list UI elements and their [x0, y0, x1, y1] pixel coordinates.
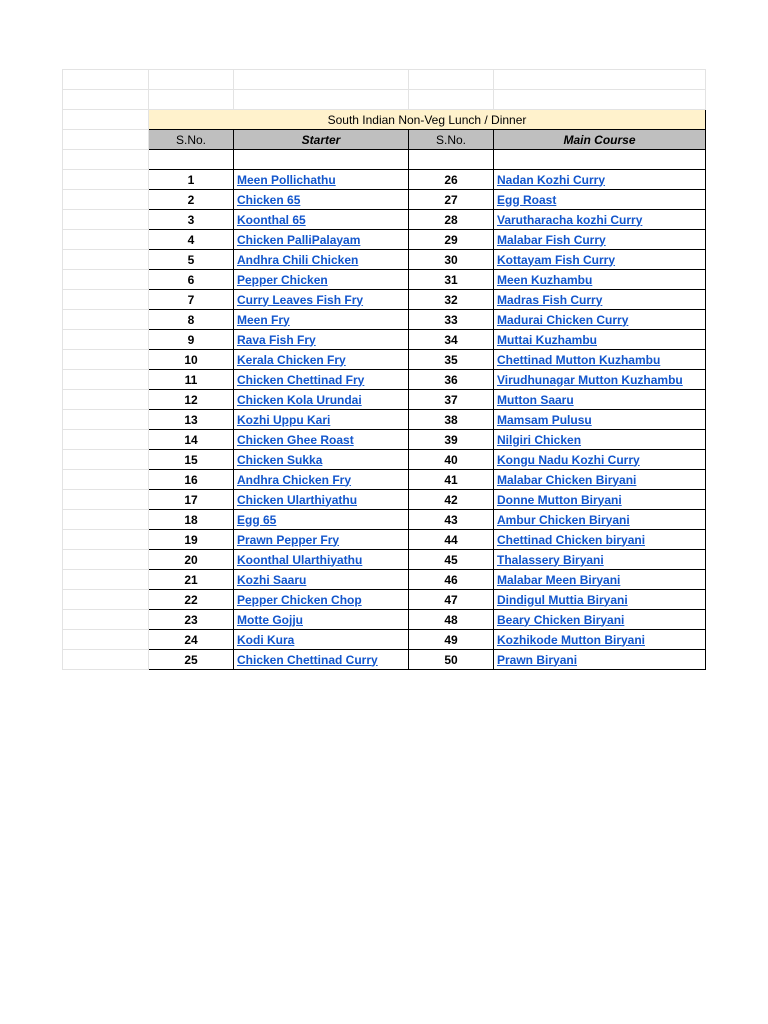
table-row — [63, 470, 706, 490]
starter-cell — [234, 630, 409, 650]
starter-number[interactable]: 11 — [149, 370, 234, 390]
starter-link[interactable]: Chicken Kola Urundai — [237, 392, 362, 407]
main-course-number[interactable]: 43 — [409, 510, 494, 530]
cell[interactable] — [63, 150, 149, 170]
main-course-link[interactable]: Kozhikode Mutton Biryani — [497, 632, 645, 647]
main-course-number[interactable]: 38 — [409, 410, 494, 430]
starter-number[interactable]: 15 — [149, 450, 234, 470]
main-course-cell — [494, 430, 706, 450]
starter-number[interactable]: 21 — [149, 570, 234, 590]
cell[interactable] — [234, 90, 409, 110]
main-course-cell — [494, 290, 706, 310]
main-course-cell — [494, 210, 706, 230]
main-course-number[interactable]: 30 — [409, 250, 494, 270]
starter-cell — [234, 370, 409, 390]
cell[interactable] — [149, 90, 234, 110]
starter-cell — [234, 290, 409, 310]
cell[interactable] — [494, 150, 706, 170]
starter-cell — [234, 390, 409, 410]
starter-cell — [234, 410, 409, 430]
cell[interactable] — [63, 450, 149, 470]
table-row — [63, 590, 706, 610]
starter-number[interactable]: 2 — [149, 190, 234, 210]
main-course-cell — [494, 410, 706, 430]
starter-cell — [234, 610, 409, 630]
main-course-cell — [494, 630, 706, 650]
main-course-link[interactable]: Chettinad Chicken biryani — [497, 532, 646, 547]
starter-cell — [234, 190, 409, 210]
main-course-link[interactable]: Donne Mutton Biryani — [497, 492, 622, 507]
main-course-number[interactable]: 50 — [409, 650, 494, 670]
starter-link[interactable]: Chicken Chettinad Curry — [237, 652, 378, 667]
starter-link[interactable]: Kozhi Uppu Kari — [237, 412, 331, 427]
table-row — [63, 410, 706, 430]
starter-link[interactable]: Chicken Sukka — [237, 452, 323, 467]
starter-cell — [234, 450, 409, 470]
starter-link[interactable]: Koonthal Ularthiyathu — [237, 552, 363, 567]
starter-link[interactable]: Meen Fry — [237, 312, 290, 327]
cell[interactable] — [63, 370, 149, 390]
main-course-number[interactable]: 27 — [409, 190, 494, 210]
cell[interactable] — [63, 390, 149, 410]
cell[interactable] — [149, 150, 234, 170]
starter-link[interactable]: Kerala Chicken Fry — [237, 352, 346, 367]
starter-cell — [234, 550, 409, 570]
main-course-cell — [494, 570, 706, 590]
main-course-cell — [494, 490, 706, 510]
main-course-link[interactable]: Mamsam Pulusu — [497, 412, 592, 427]
starter-link[interactable]: Pepper Chicken — [237, 272, 328, 287]
starter-cell — [234, 650, 409, 670]
starter-link[interactable]: Prawn Pepper Fry — [237, 532, 340, 547]
cell[interactable] — [63, 270, 149, 290]
cell[interactable] — [63, 110, 149, 130]
cell[interactable] — [63, 630, 149, 650]
cell[interactable] — [63, 330, 149, 350]
cell[interactable] — [63, 490, 149, 510]
main-course-number[interactable]: 45 — [409, 550, 494, 570]
starter-link[interactable]: Chicken 65 — [237, 192, 301, 207]
starter-number[interactable]: 5 — [149, 250, 234, 270]
table-row — [63, 390, 706, 410]
main-course-cell — [494, 610, 706, 630]
starter-number[interactable]: 24 — [149, 630, 234, 650]
starter-number[interactable]: 18 — [149, 510, 234, 530]
main-course-link[interactable]: Varutharacha kozhi Curry — [497, 212, 643, 227]
starter-number[interactable]: 7 — [149, 290, 234, 310]
table-row — [63, 550, 706, 570]
main-course-link[interactable]: Madurai Chicken Curry — [497, 312, 629, 327]
main-course-number[interactable]: 49 — [409, 630, 494, 650]
cell[interactable] — [63, 650, 149, 670]
spacer-row — [63, 150, 706, 170]
main-course-number[interactable]: 47 — [409, 590, 494, 610]
main-course-link[interactable]: Muttai Kuzhambu — [497, 332, 597, 347]
cell[interactable] — [63, 290, 149, 310]
main-course-link[interactable]: Kongu Nadu Kozhi Curry — [497, 452, 640, 467]
cell[interactable] — [63, 250, 149, 270]
main-course-number[interactable]: 42 — [409, 490, 494, 510]
main-course-link[interactable]: Beary Chicken Biryani — [497, 612, 625, 627]
blank-row — [63, 70, 706, 90]
starter-link[interactable]: Curry Leaves Fish Fry — [237, 292, 364, 307]
starter-link[interactable]: Andhra Chili Chicken — [237, 252, 359, 267]
table-row — [63, 290, 706, 310]
starter-number[interactable]: 25 — [149, 650, 234, 670]
starter-number[interactable]: 17 — [149, 490, 234, 510]
cell[interactable] — [63, 130, 149, 150]
table-row — [63, 270, 706, 290]
main-course-link[interactable]: Madras Fish Curry — [497, 292, 603, 307]
table-row — [63, 490, 706, 510]
starter-number[interactable]: 9 — [149, 330, 234, 350]
main-course-number[interactable]: 34 — [409, 330, 494, 350]
main-course-number[interactable]: 48 — [409, 610, 494, 630]
main-course-link[interactable]: Nadan Kozhi Curry — [497, 172, 606, 187]
starter-cell — [234, 510, 409, 530]
main-course-cell — [494, 230, 706, 250]
cell[interactable] — [63, 550, 149, 570]
main-course-link[interactable]: Malabar Fish Curry — [497, 232, 606, 247]
starter-cell — [234, 310, 409, 330]
starter-number[interactable]: 10 — [149, 350, 234, 370]
main-course-number[interactable]: 31 — [409, 270, 494, 290]
main-course-number[interactable]: 33 — [409, 310, 494, 330]
starter-number[interactable]: 4 — [149, 230, 234, 250]
main-course-cell — [494, 190, 706, 210]
main-course-link[interactable]: Egg Roast — [497, 192, 557, 207]
main-course-cell — [494, 370, 706, 390]
table-row — [63, 370, 706, 390]
main-course-number[interactable]: 36 — [409, 370, 494, 390]
header-sno-right[interactable]: S.No. — [409, 130, 494, 150]
main-course-cell — [494, 330, 706, 350]
main-course-cell — [494, 470, 706, 490]
main-course-number[interactable]: 37 — [409, 390, 494, 410]
cell[interactable] — [63, 90, 149, 110]
cell[interactable] — [63, 230, 149, 250]
main-course-number[interactable]: 35 — [409, 350, 494, 370]
blank-row — [63, 90, 706, 110]
main-course-cell — [494, 170, 706, 190]
menu-title[interactable]: South Indian Non-Veg Lunch / Dinner — [149, 110, 706, 130]
cell[interactable] — [409, 90, 494, 110]
table-row — [63, 450, 706, 470]
table-row — [63, 510, 706, 530]
starter-cell — [234, 330, 409, 350]
starter-link[interactable]: Egg 65 — [237, 512, 277, 527]
table-row — [63, 350, 706, 370]
starter-cell — [234, 210, 409, 230]
starter-number[interactable]: 3 — [149, 210, 234, 230]
starter-number[interactable]: 1 — [149, 170, 234, 190]
main-course-link[interactable]: Dindigul Muttia Biryani — [497, 592, 628, 607]
main-course-cell — [494, 550, 706, 570]
main-course-number[interactable]: 40 — [409, 450, 494, 470]
starter-number[interactable]: 12 — [149, 390, 234, 410]
cell[interactable] — [63, 70, 149, 90]
menu-sheet — [62, 69, 706, 670]
starter-cell — [234, 470, 409, 490]
starter-link[interactable]: Chicken Ularthiyathu — [237, 492, 358, 507]
table-row — [63, 310, 706, 330]
starter-link[interactable]: Motte Gojju — [237, 612, 303, 627]
main-course-number[interactable]: 39 — [409, 430, 494, 450]
cell[interactable] — [63, 410, 149, 430]
table-row — [63, 610, 706, 630]
starter-number[interactable]: 8 — [149, 310, 234, 330]
header-main-course[interactable]: Main Course — [494, 130, 706, 150]
main-course-number[interactable]: 26 — [409, 170, 494, 190]
table-row — [63, 570, 706, 590]
main-course-link[interactable]: Meen Kuzhambu — [497, 272, 593, 287]
cell[interactable] — [409, 70, 494, 90]
cell[interactable] — [63, 570, 149, 590]
cell[interactable] — [494, 70, 706, 90]
header-starter[interactable]: Starter — [234, 130, 409, 150]
starter-link[interactable]: Chicken PalliPalayam — [237, 232, 361, 247]
table-row — [63, 630, 706, 650]
main-course-link[interactable]: Mutton Saaru — [497, 392, 574, 407]
starter-number[interactable]: 19 — [149, 530, 234, 550]
cell[interactable] — [63, 590, 149, 610]
main-course-cell — [494, 350, 706, 370]
main-course-number[interactable]: 44 — [409, 530, 494, 550]
table-row — [63, 250, 706, 270]
starter-link[interactable]: Kozhi Saaru — [237, 572, 307, 587]
cell[interactable] — [234, 150, 409, 170]
table-row — [63, 330, 706, 350]
main-course-link[interactable]: Kottayam Fish Curry — [497, 252, 616, 267]
cell[interactable] — [63, 350, 149, 370]
cell[interactable] — [409, 150, 494, 170]
main-course-number[interactable]: 41 — [409, 470, 494, 490]
starter-link[interactable]: Koonthal 65 — [237, 212, 306, 227]
cell[interactable] — [494, 90, 706, 110]
main-course-cell — [494, 650, 706, 670]
starter-link[interactable]: Chicken Ghee Roast — [237, 432, 354, 447]
main-course-cell — [494, 250, 706, 270]
starter-cell — [234, 590, 409, 610]
cell[interactable] — [63, 470, 149, 490]
main-course-link[interactable]: Chettinad Mutton Kuzhambu — [497, 352, 661, 367]
main-course-link[interactable]: Thalassery Biryani — [497, 552, 604, 567]
table-row — [63, 650, 706, 670]
table-row — [63, 530, 706, 550]
main-course-link[interactable]: Ambur Chicken Biryani — [497, 512, 630, 527]
starter-cell — [234, 170, 409, 190]
main-course-link[interactable]: Malabar Chicken Biryani — [497, 472, 637, 487]
table-row — [63, 230, 706, 250]
main-course-cell — [494, 510, 706, 530]
starter-cell — [234, 270, 409, 290]
starter-cell — [234, 350, 409, 370]
main-course-link[interactable]: Prawn Biryani — [497, 652, 578, 667]
starter-cell — [234, 570, 409, 590]
starter-number[interactable]: 23 — [149, 610, 234, 630]
header-row — [63, 130, 706, 150]
main-course-number[interactable]: 28 — [409, 210, 494, 230]
title-row — [63, 110, 706, 130]
table-row — [63, 210, 706, 230]
starter-link[interactable]: Chicken Chettinad Fry — [237, 372, 365, 387]
cell[interactable] — [63, 430, 149, 450]
main-course-link[interactable]: Nilgiri Chicken — [497, 432, 582, 447]
header-sno-left[interactable]: S.No. — [149, 130, 234, 150]
starter-number[interactable]: 20 — [149, 550, 234, 570]
starter-link[interactable]: Pepper Chicken Chop — [237, 592, 362, 607]
starter-number[interactable]: 22 — [149, 590, 234, 610]
starter-cell — [234, 250, 409, 270]
starter-link[interactable]: Rava Fish Fry — [237, 332, 316, 347]
main-course-cell — [494, 270, 706, 290]
cell[interactable] — [63, 610, 149, 630]
main-course-number[interactable]: 29 — [409, 230, 494, 250]
table-row — [63, 170, 706, 190]
cell[interactable] — [63, 210, 149, 230]
starter-link[interactable]: Andhra Chicken Fry — [237, 472, 352, 487]
table-row — [63, 190, 706, 210]
starter-number[interactable]: 13 — [149, 410, 234, 430]
starter-number[interactable]: 6 — [149, 270, 234, 290]
cell[interactable] — [63, 310, 149, 330]
main-course-number[interactable]: 32 — [409, 290, 494, 310]
starter-link[interactable]: Kodi Kura — [237, 632, 295, 647]
cell[interactable] — [63, 170, 149, 190]
cell[interactable] — [63, 190, 149, 210]
cell[interactable] — [234, 70, 409, 90]
main-course-cell — [494, 590, 706, 610]
main-course-cell — [494, 450, 706, 470]
sheet-body — [63, 70, 706, 670]
starter-cell — [234, 430, 409, 450]
main-course-cell — [494, 530, 706, 550]
main-course-cell — [494, 310, 706, 330]
main-course-link[interactable]: Malabar Meen Biryani — [497, 572, 621, 587]
starter-cell — [234, 530, 409, 550]
main-course-link[interactable]: Virudhunagar Mutton Kuzhambu — [497, 372, 683, 387]
table-row — [63, 430, 706, 450]
starter-cell — [234, 490, 409, 510]
main-course-number[interactable]: 46 — [409, 570, 494, 590]
cell[interactable] — [63, 510, 149, 530]
cell[interactable] — [149, 70, 234, 90]
starter-number[interactable]: 16 — [149, 470, 234, 490]
starter-cell — [234, 230, 409, 250]
starter-number[interactable]: 14 — [149, 430, 234, 450]
main-course-cell — [494, 390, 706, 410]
starter-link[interactable]: Meen Pollichathu — [237, 172, 336, 187]
cell[interactable] — [63, 530, 149, 550]
